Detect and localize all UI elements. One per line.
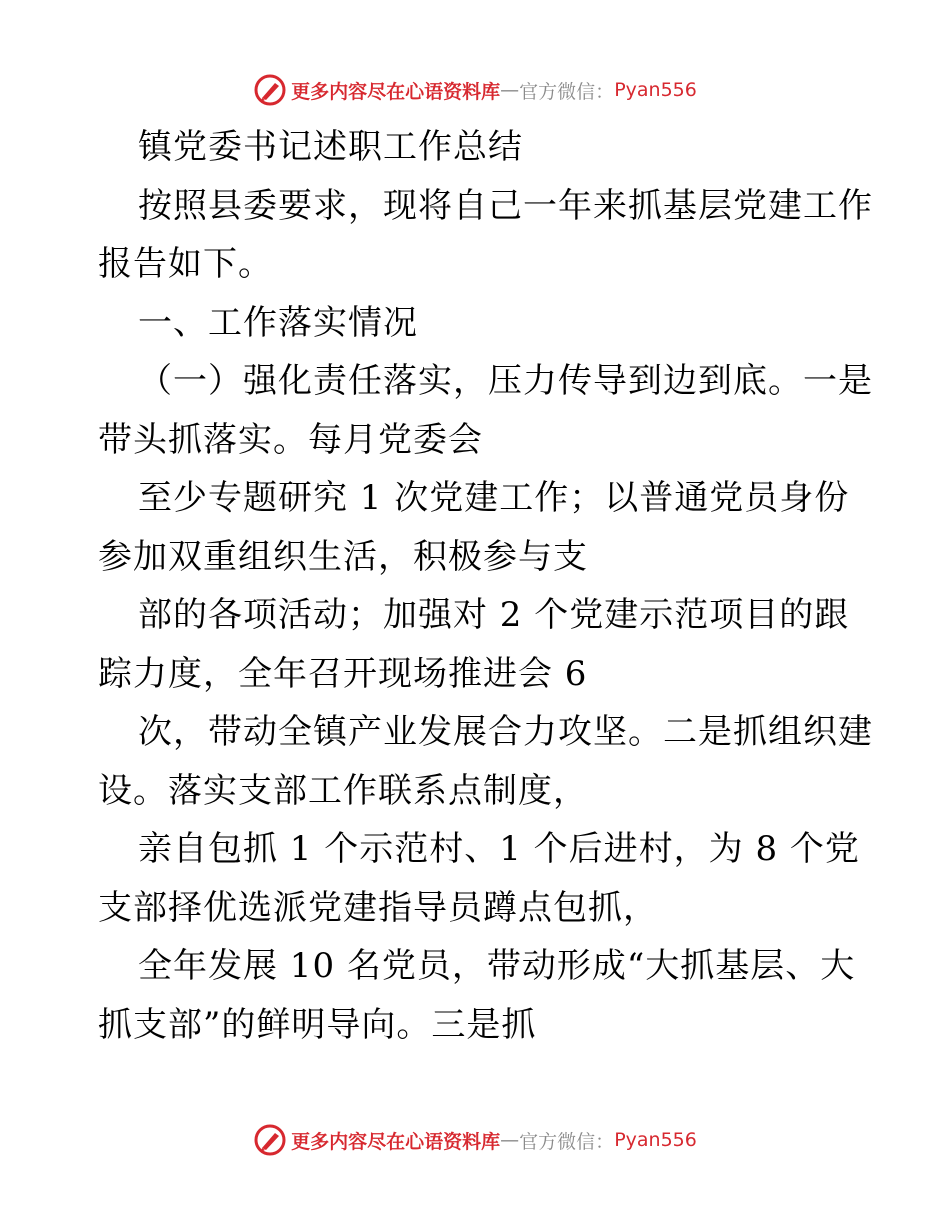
document-title: 镇党委书记述职工作总结: [138, 127, 523, 167]
paragraph-line: 支部择优选派党建指导员蹲点包抓，: [98, 887, 658, 928]
watermark-label: 官方微信：: [519, 80, 615, 103]
watermark-id: Pyan556: [614, 79, 697, 101]
section-heading: 一、工作落实情况: [138, 302, 418, 343]
paragraph-line: 设。落实支部工作联系点制度，: [98, 770, 588, 811]
paragraph-line: 部的各项活动；加强对 2 个党建示范项目的跟: [138, 595, 850, 635]
watermark-id: Pyan556: [614, 1129, 697, 1151]
paragraph-line: 带头抓落实。每月党委会: [98, 419, 483, 460]
paragraph-line: （一）强化责任落实，压力传导到边到底。一是: [138, 361, 873, 401]
paragraph-line: 至少专题研究 1 次党建工作；以普通党员身份: [138, 478, 850, 518]
paragraph-line: 全年发展 10 名党员，带动形成“大抓基层、大: [138, 946, 856, 986]
paragraph-line: 参加双重组织生活，积极参与支: [98, 536, 588, 577]
pen-logo-icon: [253, 1123, 287, 1157]
watermark-text: 更多内容尽在心语资料库: [291, 1130, 501, 1153]
paragraph-line: 踪力度，全年召开现场推进会 6: [98, 653, 588, 694]
watermark-footer: [0, 1120, 950, 1160]
paragraph-line: 报告如下。: [98, 244, 273, 284]
watermark-separator: —: [500, 1129, 520, 1151]
document-body: [98, 118, 873, 1054]
paragraph-line: 按照县委要求，现将自己一年来抓基层党建工作: [138, 185, 873, 226]
paragraph-line: 亲自包抓 1 个示范村、1 个后进村，为 8 个党: [138, 829, 860, 869]
watermark-label: 官方微信：: [519, 1130, 615, 1153]
watermark-separator: —: [500, 79, 520, 101]
paragraph-line: 次，带动全镇产业发展合力攻坚。二是抓组织建: [138, 712, 873, 752]
watermark-header: [0, 70, 950, 110]
watermark-text: 更多内容尽在心语资料库: [291, 80, 501, 103]
pen-logo-icon: [253, 73, 287, 107]
paragraph-line: 抓支部”的鲜明导向。三是抓: [98, 1004, 537, 1045]
